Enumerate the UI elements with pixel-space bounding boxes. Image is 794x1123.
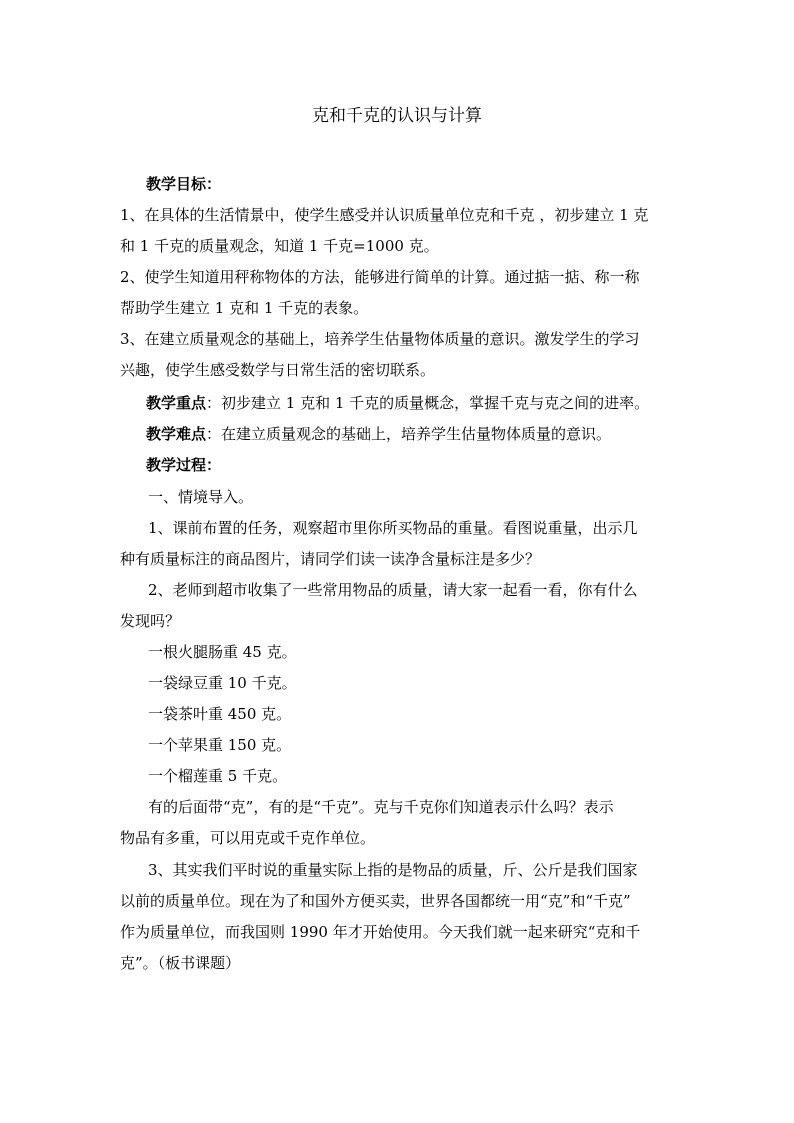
step-2-line-1: 2、老师到超市收集了一些常用物品的质量，请大家一起看一看，你有什么 bbox=[148, 581, 638, 599]
process-heading: 教学过程： bbox=[146, 456, 222, 474]
document-title: 克和千克的认识与计算 bbox=[312, 106, 482, 126]
objective-1-line-2: 和 1 千克的质量观念，知道 1 千克=1000 克。 bbox=[120, 237, 439, 255]
discussion-line-1: 有的后面带“克”，有的是“千克”。克与千克你们知道表示什么吗？表示 bbox=[148, 798, 614, 816]
step-3-line-1: 3、其实我们平时说的重量实际上指的是物品的质量，斤、公斤是我们国家 bbox=[148, 861, 638, 879]
list-item: 一袋绿豆重 10 千克。 bbox=[148, 674, 297, 692]
step-3-line-3: 作为质量单位，而我国则 1990 年才开始使用。今天我们就一起来研究“克和千 bbox=[120, 923, 641, 941]
objective-3-line-1: 3、在建立质量观念的基础上，培养学生估量物体质量的意识。激发学生的学习 bbox=[120, 330, 640, 348]
objective-2-line-1: 2、使学生知道用秤称物体的方法，能够进行简单的计算。通过掂一掂、称一称 bbox=[120, 268, 640, 286]
section-1-heading: 一、情境导入。 bbox=[148, 488, 254, 506]
step-1-line-1: 1、课前布置的任务，观察超市里你所买物品的重量。看图说重量，出示几 bbox=[148, 519, 638, 537]
objectives-heading: 教学目标： bbox=[146, 175, 222, 193]
objective-3-line-2: 兴趣，使学生感受数学与日常生活的密切联系。 bbox=[120, 361, 436, 379]
list-item: 一个苹果重 150 克。 bbox=[148, 736, 292, 754]
list-item: 一根火腿肠重 45 克。 bbox=[148, 643, 297, 661]
key-point-text: ：初步建立 1 克和 1 千克的质量概念，掌握千克与克之间的进率。 bbox=[206, 394, 650, 412]
key-point-paragraph bbox=[146, 392, 649, 414]
list-item: 一个榴莲重 5 千克。 bbox=[148, 767, 288, 785]
list-item: 一袋茶叶重 450 克。 bbox=[148, 705, 292, 723]
objective-2-line-2: 帮助学生建立 1 克和 1 千克的表象。 bbox=[120, 299, 369, 317]
step-3-line-4: 克”。（板书课题） bbox=[120, 954, 241, 972]
step-1-line-2: 种有质量标注的商品图片，请同学们读一读净含量标注是多少？ bbox=[120, 550, 541, 568]
difficulty-text: ：在建立质量观念的基础上，培养学生估量物体质量的意识。 bbox=[206, 425, 612, 443]
key-point-label: 教学重点 bbox=[146, 394, 207, 412]
step-2-line-2: 发现吗？ bbox=[120, 612, 181, 630]
difficulty-label: 教学难点 bbox=[146, 425, 207, 443]
difficulty-paragraph bbox=[146, 423, 611, 445]
discussion-line-2: 物品有多重，可以用克或千克作单位。 bbox=[120, 829, 376, 847]
step-3-line-2: 以前的质量单位。现在为了和国外方便买卖，世界各国都统一用“克”和“千克” bbox=[120, 892, 631, 910]
objective-1-line-1: 1、在具体的生活情景中，使学生感受并认识质量单位克和千克 ，初步建立 1 克 bbox=[120, 206, 649, 224]
